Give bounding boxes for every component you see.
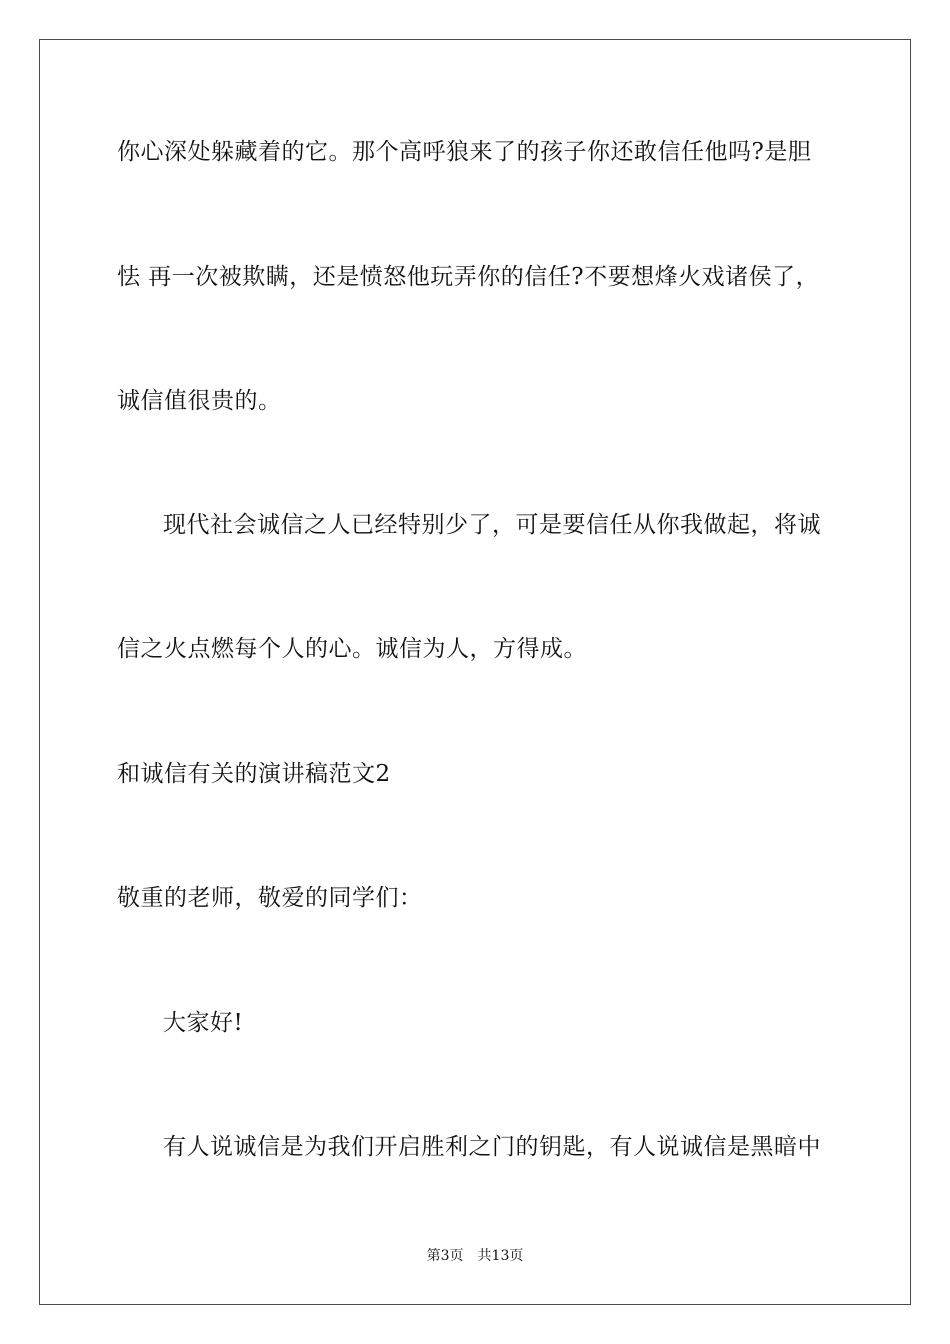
- body-text-line: 现代社会诚信之人已经特别少了，可是要信任从你我做起，将诚: [163, 512, 821, 538]
- body-text-line: 信之火点燃每个人的心。诚信为人，方得成。: [117, 636, 587, 662]
- section-heading: 和诚信有关的演讲稿范文2: [117, 761, 391, 787]
- body-text-line: 怯 再一次被欺瞒，还是愤怒他玩弄你的信任?不要想烽火戏诸侯了，: [117, 264, 820, 290]
- page-number-total: 共13页: [477, 1248, 524, 1264]
- page-border: [39, 39, 911, 1305]
- body-text-line: 你心深处躲藏着的它。那个高呼狼来了的孩子你还敢信任他吗?是胆: [117, 139, 812, 165]
- salutation-line: 敬重的老师，敬爱的同学们：: [117, 885, 423, 911]
- body-text-line: 诚信值很贵的。: [117, 388, 282, 414]
- page-number-current: 第3页: [426, 1248, 464, 1264]
- body-text-line: 有人说诚信是为我们开启胜利之门的钥匙，有人说诚信是黑暗中: [163, 1134, 821, 1160]
- greeting-line: 大家好!: [163, 1010, 244, 1036]
- page-footer: [0, 1247, 950, 1265]
